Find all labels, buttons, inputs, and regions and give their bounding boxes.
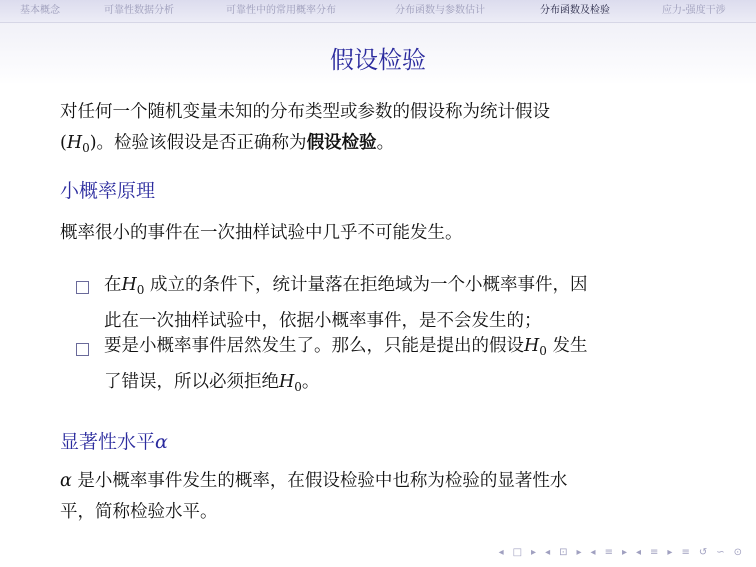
- nav-align-icon[interactable]: ≡: [681, 546, 690, 558]
- bullet2-text-b: 发生: [546, 336, 588, 356]
- intro-period: 。: [376, 133, 395, 153]
- nav-subsection-prev-icon[interactable]: ◂: [545, 546, 551, 558]
- nav-back-icon[interactable]: ↺: [698, 546, 708, 558]
- nav-document-prev-icon[interactable]: ◂: [635, 546, 642, 558]
- bullet1-text-a: 在: [104, 275, 122, 295]
- math-H: H: [524, 336, 540, 356]
- nav-section-next-icon[interactable]: ▸: [621, 546, 627, 558]
- intro-paragraph: [60, 97, 700, 164]
- nav-item-common-distributions[interactable]: 可靠性中的常用概率分布: [226, 5, 336, 16]
- bullet-box: [76, 343, 89, 356]
- significance-text-b: 平，简称检验水平。: [60, 502, 218, 522]
- nav-item-distribution-testing[interactable]: 分布函数及检验: [540, 5, 610, 16]
- math-subscript: 0: [82, 141, 90, 155]
- bullet-box: [76, 281, 89, 294]
- slide-title: 假设检验: [330, 46, 426, 74]
- beamer-navigation-controls: [499, 545, 742, 559]
- nav-frame-prev-icon[interactable]: ◂: [498, 546, 504, 558]
- math-H: H: [279, 372, 295, 392]
- nav-subsection-next-icon[interactable]: ▸: [576, 546, 582, 558]
- nav-frame-icon[interactable]: □: [512, 546, 523, 558]
- significance-paragraph: [60, 466, 700, 528]
- significance-text-a: 是小概率事件发生的概率，在假设检验中也称为检验的显著性水: [71, 471, 568, 491]
- nav-search-icon[interactable]: ∽: [716, 546, 725, 558]
- math-subscript: 0: [136, 283, 145, 297]
- math-alpha: α: [155, 431, 168, 453]
- intro-paren-open: (: [60, 133, 67, 153]
- section-navigation-bar: [0, 0, 756, 23]
- bullet1-text-c: 此在一次抽样试验中，依据小概率事件，是不会发生的；: [104, 311, 542, 331]
- nav-document-icon[interactable]: ≡: [650, 546, 659, 558]
- nav-item-stress-strength[interactable]: 应力-强度干涉: [662, 5, 726, 16]
- bullet-item-1: [104, 270, 694, 337]
- nav-section-icon[interactable]: ≡: [604, 546, 613, 558]
- nav-section-prev-icon[interactable]: ◂: [590, 546, 596, 558]
- bold-term: 假设检验: [306, 133, 377, 153]
- bullet-item-2: [104, 331, 694, 403]
- bullet1-text-b: 成立的条件下，统计量落在拒绝域为一个小概率事件，因: [144, 275, 588, 295]
- math-H: H: [66, 133, 83, 153]
- math-subscript: 0: [294, 380, 302, 394]
- nav-subsection-icon[interactable]: ⊡: [559, 546, 568, 558]
- intro-text-line2: )。检验该假设是否正确称为: [89, 133, 307, 153]
- bullet2-text-c: 了错误，所以必须拒绝: [104, 372, 279, 392]
- significance-heading-text: 显著性水平: [60, 431, 156, 453]
- bullet2-period: 。: [301, 372, 320, 392]
- section-heading-small-probability: 小概率原理: [60, 180, 156, 202]
- bullet2-text-a: 要是小概率事件居然发生了。那么，只能是提出的假设: [104, 336, 524, 356]
- intro-text-line1: 对任何一个随机变量未知的分布类型或参数的假设称为统计假设: [60, 102, 550, 122]
- nav-frame-next-icon[interactable]: ▸: [531, 546, 537, 558]
- math-alpha: α: [60, 471, 72, 491]
- math-H: H: [121, 275, 137, 295]
- math-subscript: 0: [539, 344, 547, 358]
- nav-item-basic-concepts[interactable]: 基本概念: [20, 5, 60, 16]
- small-probability-text: 概率很小的事件在一次抽样试验中几乎不可能发生。: [60, 223, 463, 243]
- nav-item-reliability-data-analysis[interactable]: 可靠性数据分析: [104, 5, 174, 16]
- nav-item-distribution-estimation[interactable]: 分布函数与参数估计: [395, 5, 485, 16]
- nav-zoom-icon[interactable]: ⊙: [733, 546, 742, 558]
- section-heading-significance-level: [60, 427, 168, 454]
- nav-document-next-icon[interactable]: ▸: [667, 546, 673, 558]
